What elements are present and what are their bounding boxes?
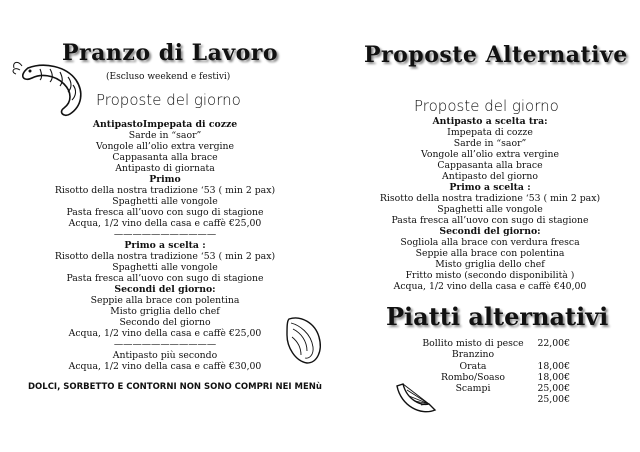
menu-line: Spaghetti alle vongole bbox=[112, 196, 218, 207]
menu-line: AntipastoImpepata di cozze bbox=[92, 119, 238, 130]
dish-row bbox=[416, 394, 570, 405]
dish-row bbox=[416, 361, 570, 372]
menu-line: Primo a scelta : bbox=[124, 240, 206, 251]
menu-line: Acqua, 1/2 vino della casa e caffè €25,00 bbox=[68, 328, 262, 339]
menu-line: Sarde in “saor” bbox=[453, 138, 527, 149]
dish-price-table bbox=[416, 338, 570, 406]
menu-line: Risotto della nostra tradizione ‘53 ( min 2 pax) bbox=[54, 251, 276, 262]
menu-line: Pasta fresca all’uovo con sugo di stagione bbox=[66, 207, 264, 218]
menu-line: Secondi del giorno: bbox=[114, 284, 216, 295]
menu-line: Acqua, 1/2 vino della casa e caffè €40,00 bbox=[393, 281, 587, 292]
left-subtitle: (Escluso weekend e festivi) bbox=[106, 72, 231, 82]
menu-line: Primo a scelta : bbox=[449, 182, 531, 193]
left-footer-note: DOLCI, SORBETTO E CONTORNI NON SONO COMPRI NEI MENù bbox=[28, 382, 322, 392]
dish-row bbox=[416, 383, 570, 394]
menu-line: Secondi del giorno: bbox=[439, 226, 541, 237]
dish-name: Rombo/Soaso bbox=[441, 371, 505, 383]
dish-price: 22,00€ bbox=[537, 338, 570, 349]
menu-line: Vongole all’olio extra vergine bbox=[95, 141, 234, 152]
menu-line: Pasta fresca all’uovo con sugo di stagione bbox=[66, 273, 264, 284]
dish-price: 25,00€ bbox=[537, 394, 570, 406]
menu-line: Risotto della nostra tradizione ‘53 ( min 2 pax) bbox=[379, 193, 601, 204]
menu-line: Vongole all’olio extra vergine bbox=[420, 149, 559, 160]
lemon-slice-icon bbox=[395, 378, 439, 416]
dish-price: 18,00€ bbox=[537, 360, 570, 372]
right-title: Proposte Alternative bbox=[364, 42, 628, 68]
dish-row bbox=[416, 372, 570, 383]
menu-line: Antipasto di giornata bbox=[115, 163, 215, 174]
menu-line: Misto griglia dello chef bbox=[110, 306, 220, 317]
left-title: Pranzo di Lavoro bbox=[62, 40, 279, 66]
menu-line: Sogliola alla brace con verdura fresca bbox=[400, 237, 580, 248]
dish-price: 18,00€ bbox=[537, 371, 570, 383]
dish-row bbox=[416, 338, 570, 349]
menu-line: Antipasto a scelta tra: bbox=[432, 116, 548, 127]
piatti-title: Piatti alternativi bbox=[386, 302, 609, 331]
menu-line: Impepata di cozze bbox=[447, 127, 533, 138]
menu-line: Antipasto più secondo bbox=[112, 350, 218, 361]
dish-name: Bollito misto di pesce bbox=[422, 338, 524, 349]
menu-line: Pasta fresca all’uovo con sugo di stagione bbox=[391, 215, 589, 226]
dish-name: Branzino bbox=[451, 349, 495, 361]
menu-line: Acqua, 1/2 vino della casa e caffè €30,00 bbox=[68, 361, 262, 372]
right-section-title: Proposte del giorno bbox=[414, 97, 559, 115]
menu-line: ——————————— bbox=[113, 339, 217, 350]
menu-line: ——————————— bbox=[113, 229, 217, 240]
menu-line: Fritto misto (secondo disponibilità ) bbox=[405, 270, 575, 281]
dish-price: 25,00€ bbox=[537, 383, 570, 395]
menu-line: Seppie alla brace con polentina bbox=[90, 295, 240, 306]
menu-line: Cappasanta alla brace bbox=[437, 160, 543, 171]
menu-line: Secondo del giorno bbox=[119, 317, 211, 328]
menu-line: Cappasanta alla brace bbox=[112, 152, 218, 163]
right-menu-lines bbox=[370, 116, 610, 292]
menu-line: Acqua, 1/2 vino della casa e caffè €25,00 bbox=[68, 218, 262, 229]
dish-row bbox=[416, 349, 570, 360]
menu-line: Antipasto del giorno bbox=[442, 171, 538, 182]
menu-line: Primo bbox=[149, 174, 181, 185]
menu-line: Seppie alla brace con polentina bbox=[415, 248, 565, 259]
menu-line: Sarde in “saor” bbox=[128, 130, 202, 141]
left-section-title: Proposte del giorno bbox=[96, 91, 241, 109]
menu-line: Spaghetti alle vongole bbox=[437, 204, 543, 215]
menu-line: Misto griglia dello chef bbox=[435, 259, 545, 270]
menu-line: Spaghetti alle vongole bbox=[112, 262, 218, 273]
dish-name: Scampi bbox=[455, 383, 491, 395]
shrimp-icon bbox=[10, 60, 90, 118]
dish-price bbox=[530, 349, 570, 360]
left-menu-lines bbox=[40, 119, 290, 372]
mussel-icon bbox=[283, 315, 325, 365]
dish-name: Orata bbox=[459, 360, 487, 372]
menu-line: Risotto della nostra tradizione ‘53 ( min 2 pax) bbox=[54, 185, 276, 196]
